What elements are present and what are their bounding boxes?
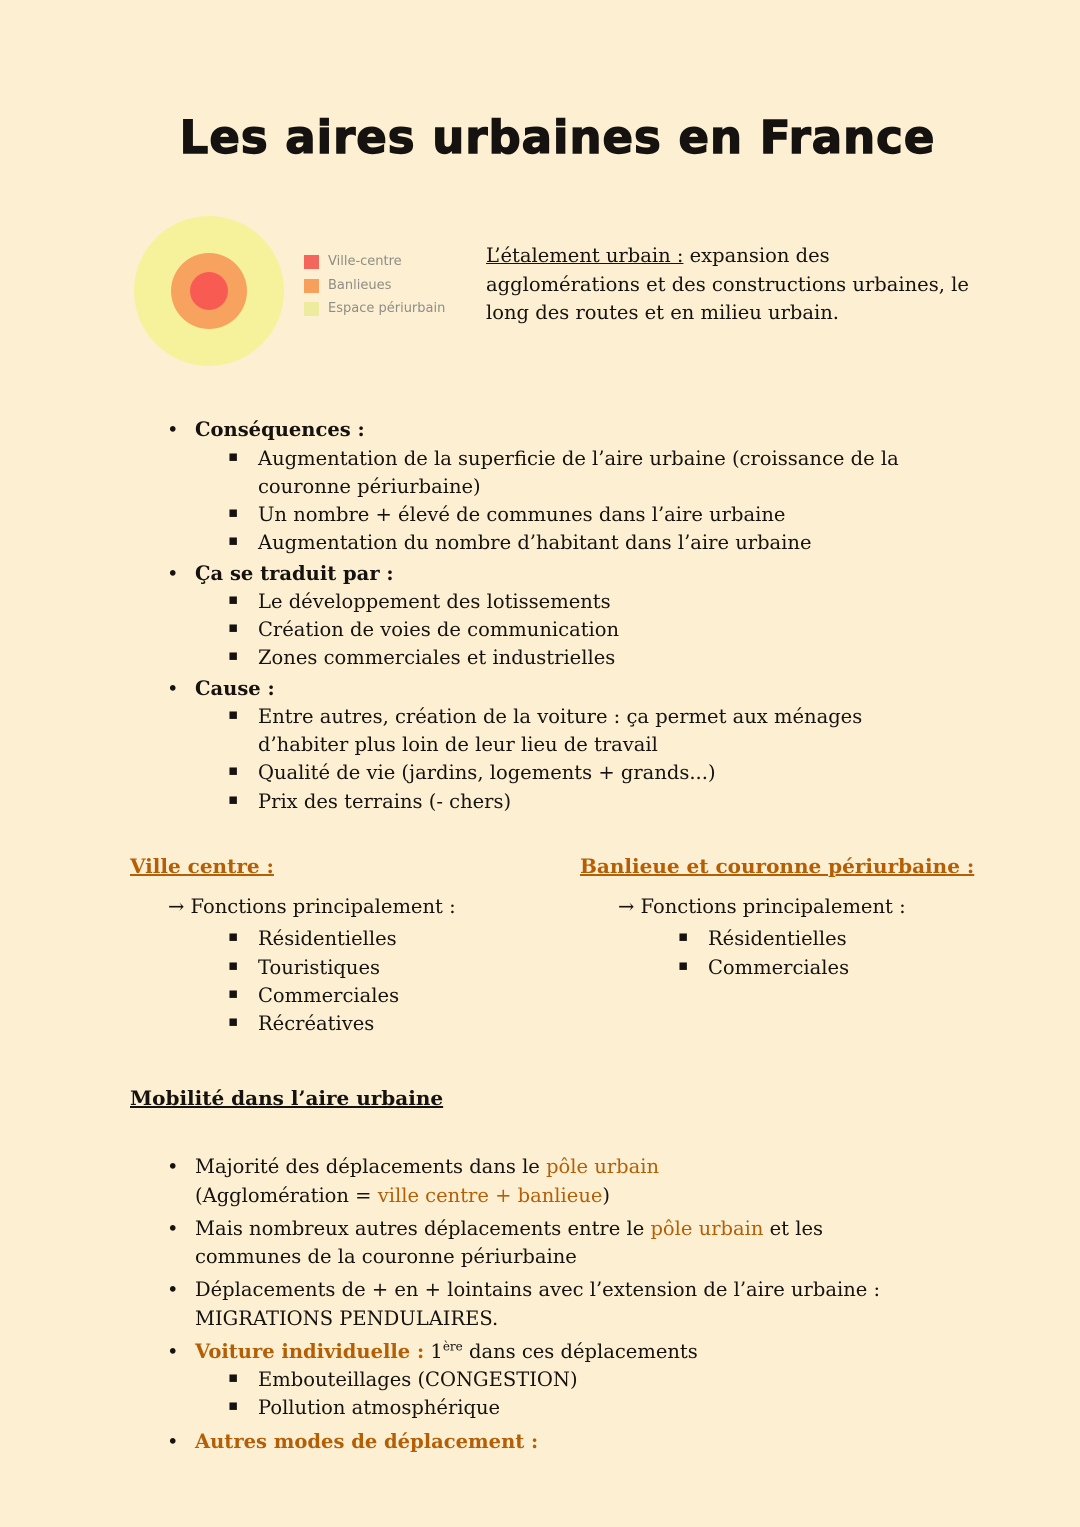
bullet-heading: Conséquences : [195,418,365,442]
list-item: ▪ Augmentation du nombre d’habitant dans l’aire urbaine [228,529,900,557]
legend-item [304,254,464,270]
legend-label: Espace périurbain [328,301,446,317]
list-item [165,1276,935,1333]
list-item: ▪ Entre autres, création de la voiture : ça permet aux ménages d’habiter plus loin de leur lieu de travail [228,703,900,760]
bullet-text: Déplacements de + en + lointains avec l’extension de l’aire urbaine : [195,1278,881,1302]
list-item: ▪ Pollution atmosphérique [228,1394,900,1422]
definition-text: expansion des agglomérations et des constructions urbaines, le long des routes et en milieu urbain. [486,244,969,324]
bullet-text: Majorité des déplacements dans le [195,1155,547,1179]
list-item [165,1338,935,1423]
list-item: ▪ Le développement des lotissements [228,588,900,616]
list-item: ▪ Qualité de vie (jardins, logements + grands...) [228,759,900,787]
accent-heading: Voiture individuelle : [195,1339,425,1363]
list-item: ▪ Un nombre + élevé de communes dans l’aire urbaine [228,501,900,529]
definition-term: L’étalement urbain : [486,244,684,268]
diagram-legend [304,254,464,325]
list-item: ▪ Embouteillages (CONGESTION) [228,1366,900,1394]
page-title: Les aires urbaines en France [179,111,936,164]
column-subheading: → Fonctions principalement : [168,894,456,918]
list-item [165,560,935,673]
sub-list [195,703,935,816]
list-item: ▪ Touristiques [228,954,580,982]
column-subheading: → Fonctions principalement : [618,894,906,918]
sub-list [195,1366,935,1423]
banlieue-column [580,852,985,1038]
bullet-text: (Agglomération = [195,1183,378,1207]
sub-list [195,588,935,673]
ville-centre-core [190,272,228,310]
accent-heading: Autres modes de déplacement : [195,1429,539,1453]
list-item: ▪ Commerciales [678,954,985,982]
column-heading: Banlieue et couronne périurbaine : [580,853,975,878]
sub-list [130,925,580,1038]
banlieues-swatch-icon [304,279,319,293]
list-item [165,1215,935,1272]
list-item: ▪ Augmentation de la superficie de l’aire urbaine (croissance de la couronne périurbaine) [228,445,900,502]
list-item: ▪ Zones commerciales et industrielles [228,644,900,672]
ville-centre-swatch-icon [304,255,319,269]
ville-centre-column [130,852,580,1038]
list-item: ▪ Résidentielles [678,925,985,953]
bullet-text-line2: MIGRATIONS PENDULAIRES. [195,1306,499,1330]
bullet-text: Mais nombreux autres déplacements entre le [195,1216,651,1240]
bullet-heading: Ça se traduit par : [195,561,394,585]
urban-area-diagram [134,216,284,366]
list-item: ▪ Résidentielles [228,925,580,953]
sub-list [195,445,935,558]
legend-item [304,301,464,317]
periurbain-swatch-icon [304,302,319,316]
column-heading: Ville centre : [130,853,274,878]
list-item: ▪ Prix des terrains (- chers) [228,788,900,816]
main-bullet-list [130,416,985,816]
bullet-heading: Cause : [195,676,275,700]
list-item: ▪ Récréatives [228,1010,580,1038]
mobility-section-heading: Mobilité dans l’aire urbaine [130,1086,444,1111]
bullet-text-line2 [195,1182,935,1210]
accent-text: pôle urbain [546,1155,660,1179]
bullet-text: ) [602,1183,611,1207]
legend-label: Ville-centre [328,254,402,270]
legend-item [304,278,464,294]
mobility-bullet-list [130,1153,985,1456]
list-item [165,675,935,816]
accent-text: pôle urbain [650,1216,764,1240]
banlieue-ring [171,253,247,329]
bullet-text: et les communes de la couronne périurbaine [195,1216,823,1269]
definition-paragraph [486,242,985,327]
ordinal-superscript: ère [442,1339,463,1354]
bullet-text: 1 [424,1339,443,1363]
list-item [165,1153,935,1210]
list-item: ▪ Création de voies de communication [228,616,900,644]
accent-text: ville centre + banlieue [377,1183,603,1207]
list-item [165,416,935,557]
list-item [165,1428,935,1456]
list-item: ▪ Commerciales [228,982,580,1010]
bullet-text: dans ces déplacements [462,1339,698,1363]
sub-list [580,925,985,982]
intro-row [130,216,985,366]
two-column-section [130,852,985,1038]
legend-label: Banlieues [328,277,392,293]
